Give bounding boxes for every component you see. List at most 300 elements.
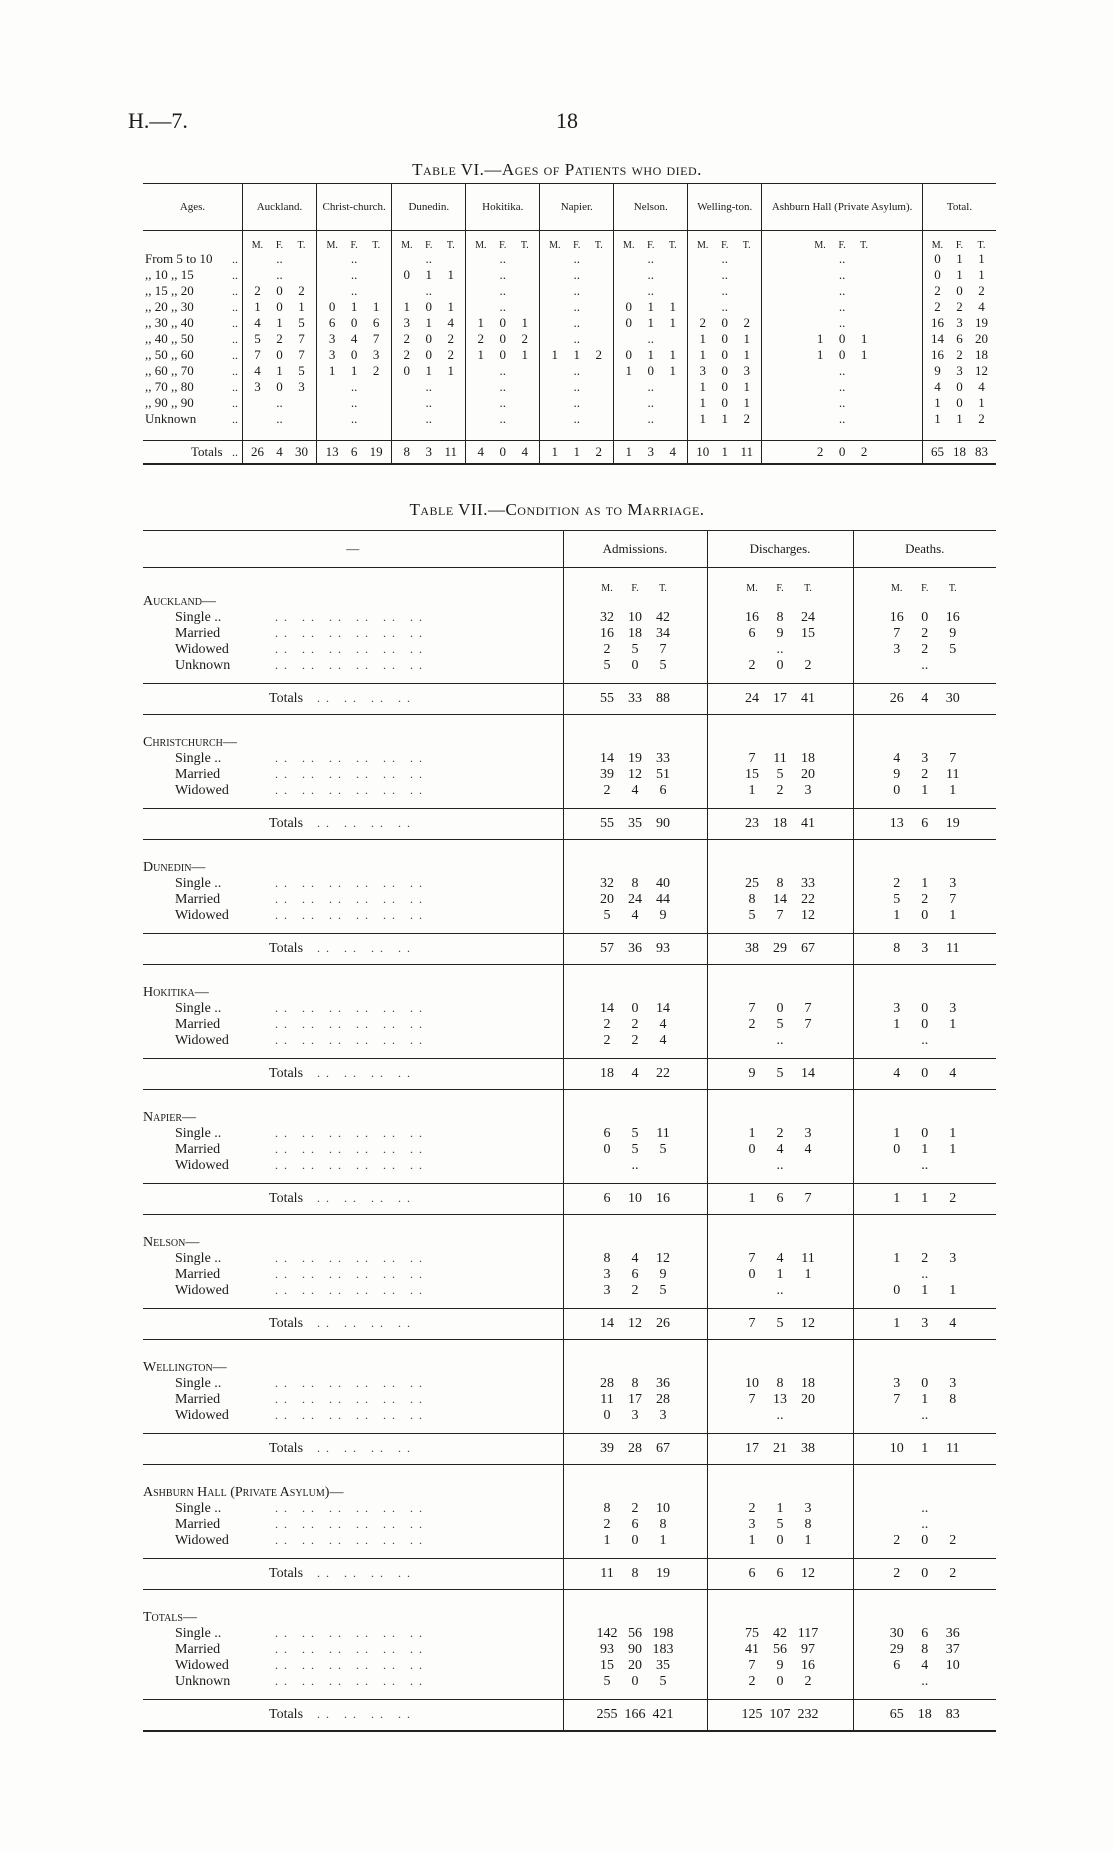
row-label-text: Married [175,767,221,782]
row-label [143,1376,563,1392]
table-cell: .. [853,1501,996,1517]
totals-cell: 13 6 19 [853,809,996,840]
section-gap [143,1215,996,1236]
table-row [143,1408,996,1424]
table-cell: .. [707,1033,853,1049]
table-cell: 0 1 1 [853,1283,996,1299]
table-cell: .. [540,363,614,379]
table-cell: 2 2 4 [563,1017,707,1033]
table-cell: 11 17 28 [563,1392,707,1408]
table-cell: 1 1 2 [922,411,996,427]
table-cell: .. [614,251,688,267]
table-cell: 75 42 117 [707,1626,853,1642]
spacer-cell [143,1549,563,1559]
table-cell: 8 14 22 [707,892,853,908]
table-cell: .. [614,379,688,395]
table-cell: 1 0 1 [688,331,762,347]
totals-row [143,1434,996,1465]
table-row [143,1376,996,1392]
totals-cell: 8 3 11 [853,934,996,965]
spacer-cell [853,1235,996,1251]
table-cell: 14 19 33 [563,751,707,767]
row-label [143,1126,563,1142]
totals-label-cell [143,809,563,840]
column-header: Auckland. [242,184,316,231]
ages-spacer [143,231,242,252]
table-cell: 2 0 2 [392,347,466,363]
totals-cell: 8 3 11 [392,441,466,465]
table-row [143,1642,996,1658]
spacer-cell [143,1174,563,1184]
table-cell: .. [707,1158,853,1174]
table-cell: 1 2 3 [707,1126,853,1142]
spacer-cell [707,1485,853,1501]
table-cell: 0 1 1 [922,267,996,283]
mft-subheader: M. F. T. [466,231,540,252]
table-cell: .. [316,267,391,283]
table-cell: 1 0 1 [762,331,923,347]
spacer-cell [853,1360,996,1376]
column-header: Admissions. [563,531,707,568]
table-cell: 2 0 2 [853,1533,996,1549]
table-cell: 1 0 1 [242,299,316,315]
spacer-cell [707,1090,853,1111]
spacer-cell [853,1215,996,1236]
table-cell: 4 1 5 [242,315,316,331]
table-row [143,1626,996,1642]
spacer-cell [231,427,243,441]
spacer-cell [707,1590,853,1611]
spacer-cell [563,860,707,876]
table-cell: 15 20 35 [563,1658,707,1674]
spacer-cell [853,1485,996,1501]
leader-dots: .. .. .. .. .. .. [275,783,428,797]
totals-cell: 4 0 4 [853,1059,996,1090]
spacer-cell [143,1590,563,1611]
table-cell: 2 0 2 [707,1674,853,1690]
table-cell: 0 1 1 [853,1142,996,1158]
table-cell: .. [316,283,391,299]
spacer-cell [563,715,707,736]
table-cell: 2 0 2 [922,283,996,299]
spacer-cell [466,427,540,441]
totals-row [143,1059,996,1090]
table7-condition-as-to-marriage [143,530,996,1732]
table-cell: .. [242,395,316,411]
table-cell: .. [853,1267,996,1283]
row-label-text: Married [175,1392,221,1407]
leader-dots: .. .. .. .. .. .. [275,1001,428,1015]
table-cell: .. [762,251,923,267]
table-cell: .. [614,267,688,283]
row-label [143,1408,563,1424]
table-cell: .. [466,411,540,427]
leader-dots: .. .. .. .. .. .. [275,1017,428,1031]
table-cell: 3 0 3 [853,1001,996,1017]
row-label-text: Single .. [175,1251,222,1266]
totals-row [143,1309,996,1340]
spacer-cell [707,1299,853,1309]
spacer-cell [707,1110,853,1126]
table-cell: 0 1 1 [922,251,996,267]
table-cell: .. [762,395,923,411]
spacer-cell [563,840,707,861]
spacer-cell [540,427,614,441]
leader-dots: .. .. .. .. .. .. [275,1658,428,1672]
row-label-text: Widowed [175,1533,229,1548]
table-row [143,1658,996,1674]
table-cell: 3 4 7 [316,331,391,347]
table-cell: .. [540,267,614,283]
column-header: Welling-ton. [688,184,762,231]
section-heading-row [143,735,996,751]
mft-subheader: M. F. T. [762,231,923,252]
table-cell: .. [540,379,614,395]
leader-dots: .. .. .. .. .. .. [275,1408,428,1422]
table-row [143,1251,996,1267]
table-row [143,610,996,626]
section-gap [143,965,996,986]
column-header: Christ-church. [316,184,391,231]
leader-dots: .. .. .. .. .. .. [275,1126,428,1140]
table-cell: 0 4 4 [707,1142,853,1158]
table-cell: 0 1 1 [707,1267,853,1283]
row-label [143,1267,563,1283]
row-label-text: Single .. [175,1501,222,1516]
row-label-text: Widowed [175,1408,229,1423]
table-cell: 2 2 4 [563,1033,707,1049]
section-heading-row [143,594,996,610]
row-label-text: Married [175,626,221,641]
leader-dots: .. .. .. .. [317,1066,417,1080]
table-cell: .. [853,1517,996,1533]
spacer-cell [762,427,923,441]
spacer-cell [707,924,853,934]
totals-cell: 18 4 22 [563,1059,707,1090]
table-cell: 3 1 4 [392,315,466,331]
table-row [143,1517,996,1533]
table-cell: 25 8 33 [707,876,853,892]
table-cell: .. [466,251,540,267]
spacer-cell [563,735,707,751]
column-header: Ages. [143,184,242,231]
table-row [143,267,996,283]
spacer-cell [143,840,563,861]
table-cell: 1 1 2 [540,347,614,363]
table-cell: .. [707,642,853,658]
table-row [143,395,996,411]
row-label [143,1283,563,1299]
section-gap [143,840,996,861]
table-cell: .. [688,299,762,315]
row-label [143,892,563,908]
table-row [143,363,996,379]
table-cell: .. [466,299,540,315]
age-label: ,, 20 ,, 30 [145,299,194,314]
leader-dots: .. [231,395,238,410]
table-cell: 5 0 5 [563,658,707,674]
spacer-cell [707,799,853,809]
spacer-cell [563,1049,707,1059]
spacer-cell [143,799,563,809]
spacer-cell [614,427,688,441]
table-cell: .. [688,283,762,299]
table-cell: 41 56 97 [707,1642,853,1658]
row-label-text: Married [175,1267,221,1282]
row-label [143,1001,563,1017]
table-row [143,1017,996,1033]
totals-label: Totals [143,441,231,465]
table-row [143,1126,996,1142]
section-heading: Napier— [143,1110,197,1125]
table-cell: 1 0 1 [466,347,540,363]
age-label: ,, 50 ,, 60 [145,347,194,362]
table-cell: 1 0 1 [853,1017,996,1033]
leader-dots: .. .. .. .. .. .. [275,610,428,624]
table-cell: 16 8 24 [707,610,853,626]
table-cell: .. [762,379,923,395]
table-row [143,767,996,783]
totals-label: Totals [269,1316,304,1331]
table-cell: .. [762,363,923,379]
table-row [143,251,996,267]
table-cell: 7 0 7 [242,347,316,363]
row-label [143,658,563,674]
row-label-text: Single .. [175,1126,222,1141]
table-cell: 2 6 8 [563,1517,707,1533]
table7-title: Table VII.—Condition as to Marriage. [409,500,705,519]
table-cell: .. [540,315,614,331]
spacer-cell [853,674,996,684]
spacer-cell [316,427,391,441]
table-cell: 6 0 6 [316,315,391,331]
row-label-text: Widowed [175,783,229,798]
table-row [143,1533,996,1549]
spacer-cell [853,1174,996,1184]
spacer-cell [143,1299,563,1309]
section-heading-row [143,985,996,1001]
leader-dots: .. [231,251,238,266]
spacer-cell [853,1465,996,1486]
table-cell: .. [688,267,762,283]
mft-subheader: M. F. T. [563,568,707,595]
leader-dots: .. .. .. .. .. .. [275,1626,428,1640]
totals-label: Totals [269,1707,304,1722]
spacer-cell [563,594,707,610]
mft-row [143,568,996,595]
table-cell: 16 0 16 [853,610,996,626]
table-cell: .. [762,315,923,331]
spacer-cell [143,427,231,441]
row-label [143,783,563,799]
leader-dots: .. [231,379,238,394]
leader-dots: .. .. .. .. [317,1441,417,1455]
row-label [143,767,563,783]
row-label [143,1392,563,1408]
section-heading: Auckland— [143,594,216,609]
table-cell: 2 0 2 [688,315,762,331]
totals-cell: 65 18 83 [853,1700,996,1732]
spacer-cell [707,1360,853,1376]
totals-row [143,1700,996,1732]
totals-label-cell [143,1434,563,1465]
spacer-cell [143,674,563,684]
spacer-cell [707,1235,853,1251]
table-cell: .. [392,251,466,267]
spacer-cell [707,1549,853,1559]
totals-cell: 125 107 232 [707,1700,853,1732]
column-header: Deaths. [853,531,996,568]
row-gap [143,799,996,809]
age-label: Unknown [145,411,197,426]
section-heading-row [143,1485,996,1501]
table-cell: 8 4 12 [563,1251,707,1267]
table-cell: .. [762,283,923,299]
table-cell: 3 2 5 [853,642,996,658]
leader-dots: .. .. .. .. .. .. [275,1142,428,1156]
row-label-text: Married [175,1517,221,1532]
leader-dots: .. .. .. .. [317,941,417,955]
table-cell: 0 1 1 [392,267,466,283]
spacer-cell [563,1360,707,1376]
table-cell: .. [707,1408,853,1424]
mft-subheader: M. F. T. [540,231,614,252]
leader-dots: .. .. .. .. .. .. [275,892,428,906]
age-label: ,, 40 ,, 50 [145,331,194,346]
section-heading-row [143,860,996,876]
spacer-cell [143,568,563,595]
totals-cell: 26 4 30 [853,684,996,715]
spacer-cell [707,674,853,684]
leader-dots: .. .. .. .. .. .. [275,1517,428,1531]
leader-dots: .. .. .. .. .. .. [275,767,428,781]
leader-dots: .. [231,363,238,378]
age-label: ,, 10 ,, 15 [145,267,194,282]
mft-subheader: M. F. T. [242,231,316,252]
table-cell: 2 0 2 [466,331,540,347]
table-cell: 93 90 183 [563,1642,707,1658]
spacer-cell [392,427,466,441]
spacer-cell [853,594,996,610]
spacer-cell [853,985,996,1001]
spacer-cell [922,427,996,441]
table-cell: .. [762,267,923,283]
totals-cell: 6 10 16 [563,1184,707,1215]
table-row [143,299,996,315]
spacer-cell [853,1424,996,1434]
row-label-text: Single .. [175,1626,222,1641]
table-cell: 7 0 7 [707,1001,853,1017]
table-cell: 15 5 20 [707,767,853,783]
table-cell: 1 2 3 [853,1251,996,1267]
totals-label: Totals [269,1441,304,1456]
row-label-text: Widowed [175,908,229,923]
spacer-cell [143,965,563,986]
age-label: ,, 90 ,, 90 [145,395,194,410]
totals-cell: 65 18 83 [922,441,996,465]
section-gap [143,1090,996,1111]
leader-dots: .. .. .. .. .. .. [275,751,428,765]
table-row [143,783,996,799]
spacer-cell [707,1610,853,1626]
row-gap [143,1299,996,1309]
table-row [143,1283,996,1299]
table-cell: 1 0 1 [392,299,466,315]
totals-row [143,1184,996,1215]
totals-cell: 55 33 88 [563,684,707,715]
table-cell: 5 7 12 [707,908,853,924]
section-heading: Wellington— [143,1360,227,1375]
table-row [143,1142,996,1158]
table-cell: 1 0 1 [563,1533,707,1549]
age-label: ,, 30 ,, 40 [145,315,194,330]
totals-cell: 10 1 11 [853,1434,996,1465]
totals-label: Totals [269,1191,304,1206]
table-cell: 1 0 1 [707,1533,853,1549]
row-label [143,626,563,642]
row-gap [143,674,996,684]
totals-cell: 23 18 41 [707,809,853,840]
spacer-cell [143,1215,563,1236]
table-cell: 2 0 2 [392,331,466,347]
leader-dots: .. .. .. .. .. .. [275,876,428,890]
mft-subheader: M. F. T. [707,568,853,595]
table-cell: 7 13 20 [707,1392,853,1408]
spacer-cell [688,427,762,441]
table-row [143,1001,996,1017]
leader-dots: .. .. .. .. .. .. [275,1251,428,1265]
totals-label-cell [143,1309,563,1340]
table-cell: 2 0 2 [707,658,853,674]
leader-dots: .. .. .. .. .. .. [275,1283,428,1297]
table-cell: 7 2 9 [853,626,996,642]
spacer-cell [853,1340,996,1361]
row-label-text: Unknown [175,1674,231,1689]
leader-dots: .. .. .. .. .. .. [275,1376,428,1390]
leader-dots: .. [231,411,238,426]
totals-cell: 2 0 2 [762,441,923,465]
leader-dots: .. .. .. .. .. .. [275,658,428,672]
table-cell: .. [614,331,688,347]
totals-cell: 38 29 67 [707,934,853,965]
totals-cell: 255 166 421 [563,1700,707,1732]
table-row [143,908,996,924]
age-label: ,, 70 ,, 80 [145,379,194,394]
row-label-text: Married [175,1017,221,1032]
table-cell: .. [614,395,688,411]
table-cell: .. [242,267,316,283]
table-cell: 2 2 4 [922,299,996,315]
spacer-cell [707,840,853,861]
leader-dots: .. [231,283,238,298]
table-cell: 7 4 11 [707,1251,853,1267]
row-label [143,1251,563,1267]
spacer-cell [853,1049,996,1059]
spacer-cell [143,715,563,736]
table-cell: .. [392,395,466,411]
totals-cell: 1 3 4 [614,441,688,465]
spacer-cell [143,1049,563,1059]
totals-cell: 14 12 26 [563,1309,707,1340]
column-header: — [143,531,563,568]
table-cell: 10 8 18 [707,1376,853,1392]
spacer-cell [563,1340,707,1361]
age-label: From 5 to 10 [145,251,213,266]
table-cell: 30 6 36 [853,1626,996,1642]
table-cell: 6 4 10 [853,1658,996,1674]
totals-label-cell [143,934,563,965]
table-cell: .. [853,1033,996,1049]
